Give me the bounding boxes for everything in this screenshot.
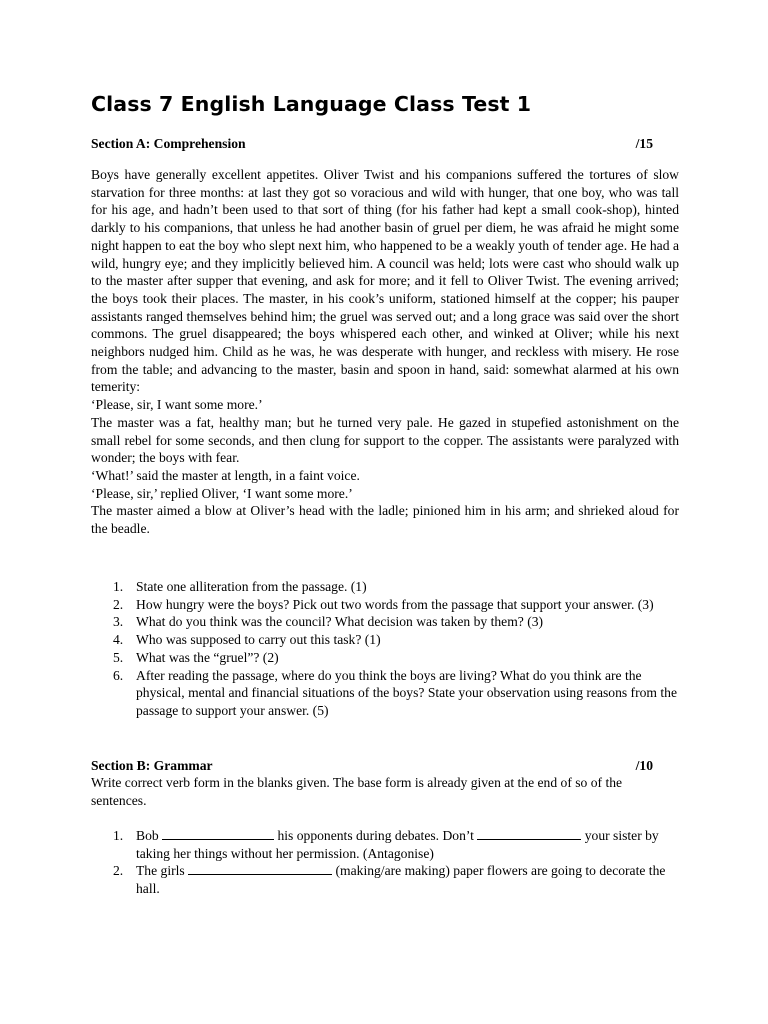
question-item xyxy=(91,667,679,720)
grammar-number: 2. xyxy=(113,863,124,879)
section-a-marks: /15 xyxy=(635,136,653,151)
grammar-text: your sister by taking her things without her permission. (Antagonise) xyxy=(136,828,659,861)
passage-paragraph: Boys have generally excellent appetites. Oliver Twist and his companions suffered the tortures of slow starvation for three months: at last they got so voracious and wild with hunger, that one boy, who was tall for his age, and hadn’t been used to that sort of thing (for his father had kept a small cook-shop), hinted darkly to his companions, that unless he had another basin of gruel per diem, he was afraid he might some night happen to eat the boy who slept next him, who happened to be a weakly youth of tender age. He had a wild, hungry eye; and they implicitly believed him. A council was held; lots were cast who should walk up to the master after supper that evening, and ask for more; and it fell to Oliver Twist. The evening arrived; the boys took their places. The master, in his cook’s uniform, stationed himself at the copper; his pauper assistants ranged themselves behind him; the gruel was served out; and a long grace was said over the short commons. The gruel disappeared; the boys whispered each other, and winked at Oliver; while his next neighbors nudged him. Child as he was, he was desperate with hunger, and reckless with misery. He rose from the table; and advancing to the master, basin and spoon in hand, said: somewhat alarmed at his own temerity: xyxy=(91,167,679,395)
grammar-text: (making/are making) paper flowers are going to decorate the hall. xyxy=(136,863,666,897)
question-item xyxy=(91,631,679,649)
passage-paragraph: The master was a fat, healthy man; but he turned very pale. He gazed in stupefied astonishment on the small rebel for some seconds, and then clung for support to the copper. The assistants were paralyzed with wonder; the boys with fear. xyxy=(91,414,679,466)
question-item xyxy=(91,649,679,667)
question-item xyxy=(91,613,679,631)
question-text: After reading the passage, where do you think the boys are living? What do you think are the physical, mental and financial situations of the boys? State your observation using reasons from the passage to support your answer. (5) xyxy=(136,667,677,718)
page-title: Class 7 English Language Class Test 1 xyxy=(91,92,532,116)
grammar-items xyxy=(91,827,679,898)
grammar-item xyxy=(91,827,679,862)
answer-blank[interactable] xyxy=(162,827,274,840)
grammar-text: The girls xyxy=(136,863,189,879)
grammar-number: 1. xyxy=(113,828,124,843)
section-b-title: Section B: Grammar xyxy=(91,758,213,773)
section-b-heading xyxy=(91,757,653,774)
question-text: What was the “gruel”? (2) xyxy=(136,649,279,665)
grammar-text: his opponents during debates. Don’t xyxy=(274,828,478,843)
question-text: State one alliteration from the passage. (1) xyxy=(136,579,367,594)
comprehension-passage xyxy=(91,166,679,538)
question-text: What do you think was the council? What decision was taken by them? (3) xyxy=(136,614,544,630)
passage-paragraph: ‘Please, sir,’ replied Oliver, ‘I want some more.’ xyxy=(91,485,353,501)
section-b-marks: /10 xyxy=(635,758,653,773)
section-a-heading xyxy=(91,135,653,152)
section-a-title: Section A: Comprehension xyxy=(91,136,246,151)
comprehension-questions xyxy=(91,578,679,720)
question-number: 2. xyxy=(113,596,124,612)
grammar-item xyxy=(91,862,679,897)
grammar-instruction: Write correct verb form in the blanks given. The base form is already given at the end of so of the sentences. xyxy=(91,775,623,808)
question-item xyxy=(91,578,679,596)
passage-paragraph: The master aimed a blow at Oliver’s head with the ladle; pinioned him in his arm; and shrieked aloud for the beadle. xyxy=(91,503,679,537)
question-number: 4. xyxy=(113,632,124,648)
question-text: How hungry were the boys? Pick out two words from the passage that support your answer. (3) xyxy=(136,596,654,612)
question-number: 1. xyxy=(113,579,124,594)
question-number: 3. xyxy=(113,614,124,630)
passage-paragraph: ‘What!’ said the master at length, in a faint voice. xyxy=(91,467,360,483)
question-item xyxy=(91,596,679,614)
answer-blank[interactable] xyxy=(188,862,332,875)
question-number: 5. xyxy=(113,649,124,665)
question-number: 6. xyxy=(113,667,124,683)
passage-paragraph: ‘Please, sir, I want some more.’ xyxy=(91,397,263,413)
question-text: Who was supposed to carry out this task? (1) xyxy=(136,632,381,648)
answer-blank[interactable] xyxy=(477,827,581,840)
grammar-text: Bob xyxy=(136,828,163,843)
